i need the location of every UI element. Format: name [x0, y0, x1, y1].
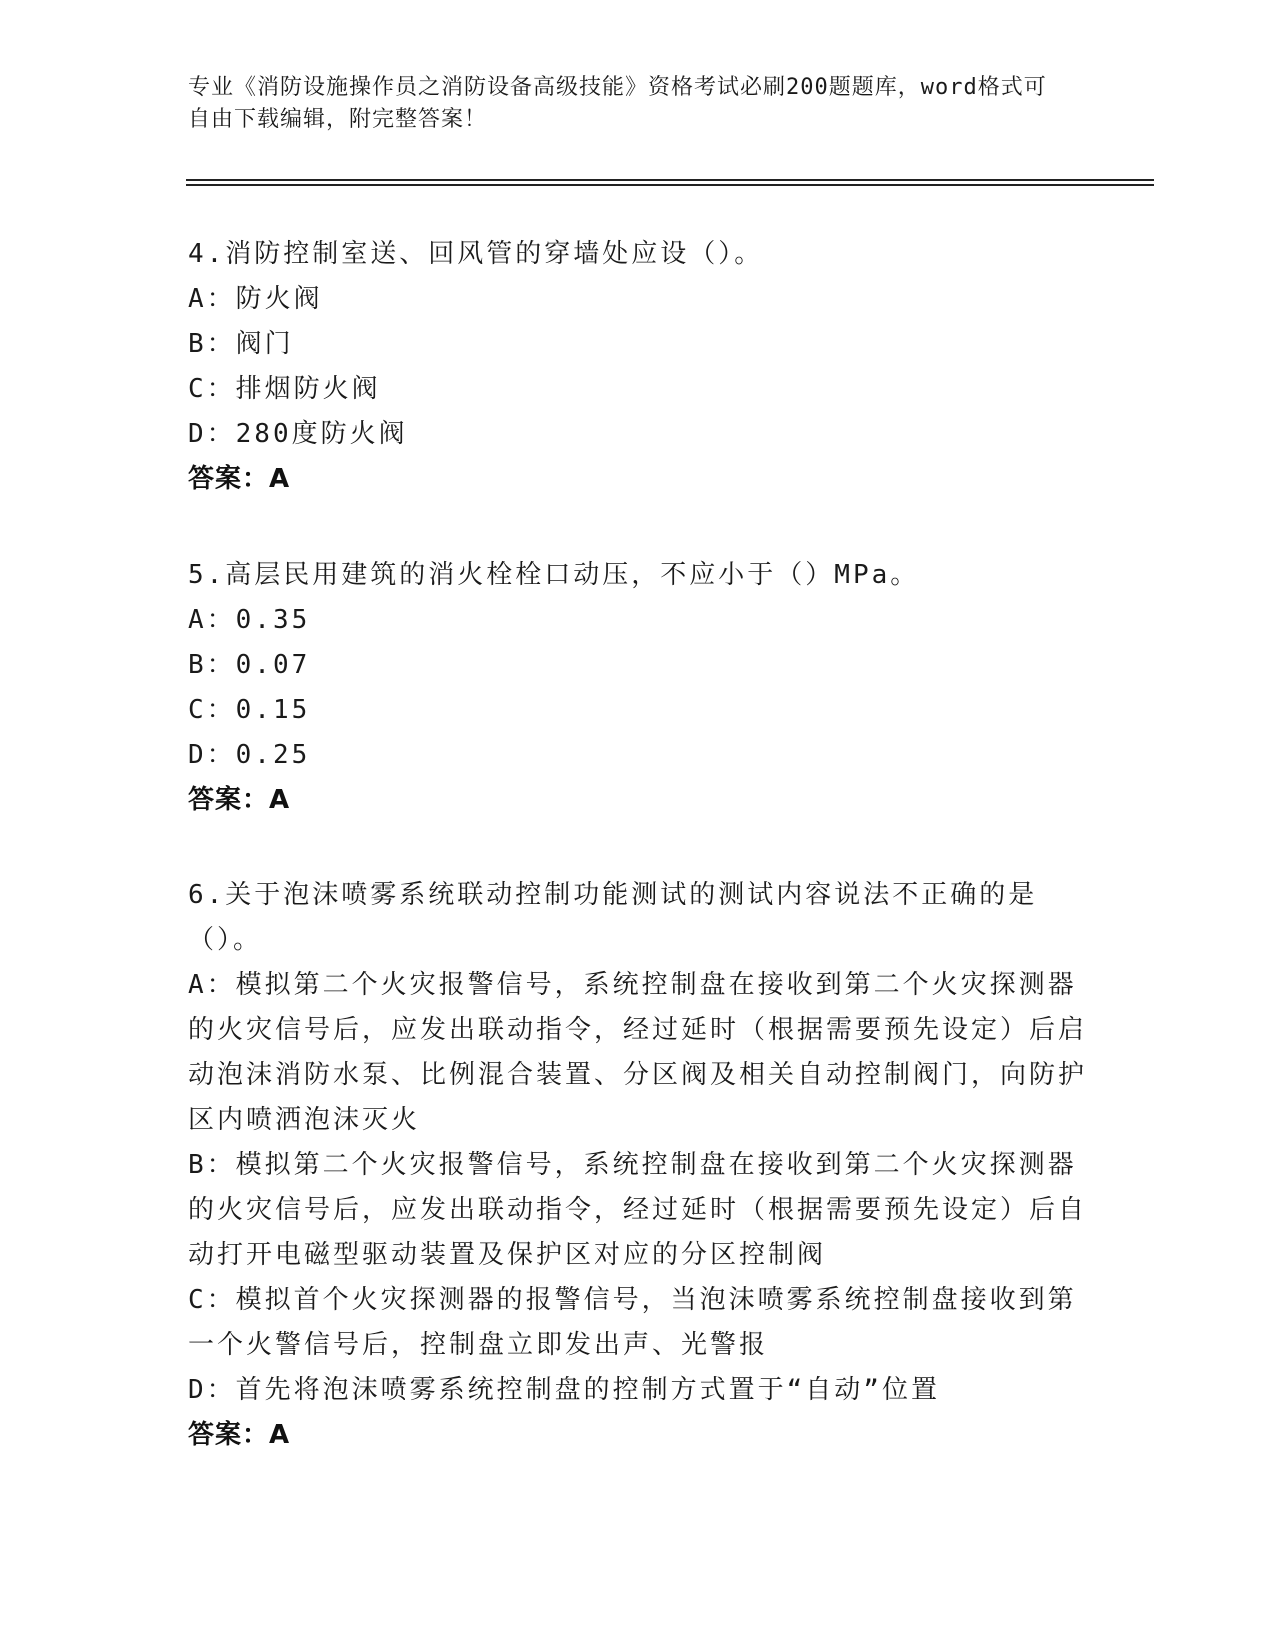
option-c: C：排烟防火阀 [188, 374, 381, 404]
option-c: C：0.15 [188, 695, 311, 725]
option-a: A：防火阀 [188, 284, 323, 314]
answer-label: 答案：A [188, 1420, 291, 1450]
option-d: D：280度防火阀 [188, 419, 408, 449]
option-a: A：模拟第二个火灾报警信号，系统控制盘在接收到第二个火灾探测器的火灾信号后，应发出联动指令，经过延时（根据需要预先设定）后启动泡沫消防水泵、比例混合装置、分区阀及相关自动控制阀门，向防护区内喷洒泡沫灭火 [188, 970, 1088, 1135]
answer-label: 答案：A [188, 464, 291, 494]
option-a: A：0.35 [188, 605, 311, 635]
document-header: 专业《消防设施操作员之消防设备高级技能》资格考试必刷200题题库，word格式可自由下载编辑，附完整答案！ [188, 75, 1047, 132]
option-b: B：阀门 [188, 329, 294, 359]
question-4 [188, 232, 1088, 502]
option-b: B：模拟第二个火灾报警信号，系统控制盘在接收到第二个火灾探测器的火灾信号后，应发出联动指令，经过延时（根据需要预先设定）后自动打开电磁型驱动装置及保护区对应的分区控制阀 [188, 1150, 1088, 1270]
question-stem: 6.关于泡沫喷雾系统联动控制功能测试的测试内容说法不正确的是（）。 [188, 880, 1038, 955]
option-d: D：首先将泡沫喷雾系统控制盘的控制方式置于“自动”位置 [188, 1375, 940, 1405]
header-divider-top [186, 179, 1154, 181]
option-d: D：0.25 [188, 740, 311, 770]
question-6 [188, 873, 1088, 1458]
header-divider-bottom [186, 184, 1154, 186]
option-c: C：模拟首个火灾探测器的报警信号，当泡沫喷雾系统控制盘接收到第一个火警信号后，控制盘立即发出声、光警报 [188, 1285, 1077, 1360]
question-stem: 5.高层民用建筑的消火栓栓口动压，不应小于（）MPa。 [188, 560, 920, 590]
answer-label: 答案：A [188, 785, 291, 815]
question-stem: 4.消防控制室送、回风管的穿墙处应设（）。 [188, 239, 764, 269]
option-b: B：0.07 [188, 650, 311, 680]
question-5 [188, 553, 1088, 823]
